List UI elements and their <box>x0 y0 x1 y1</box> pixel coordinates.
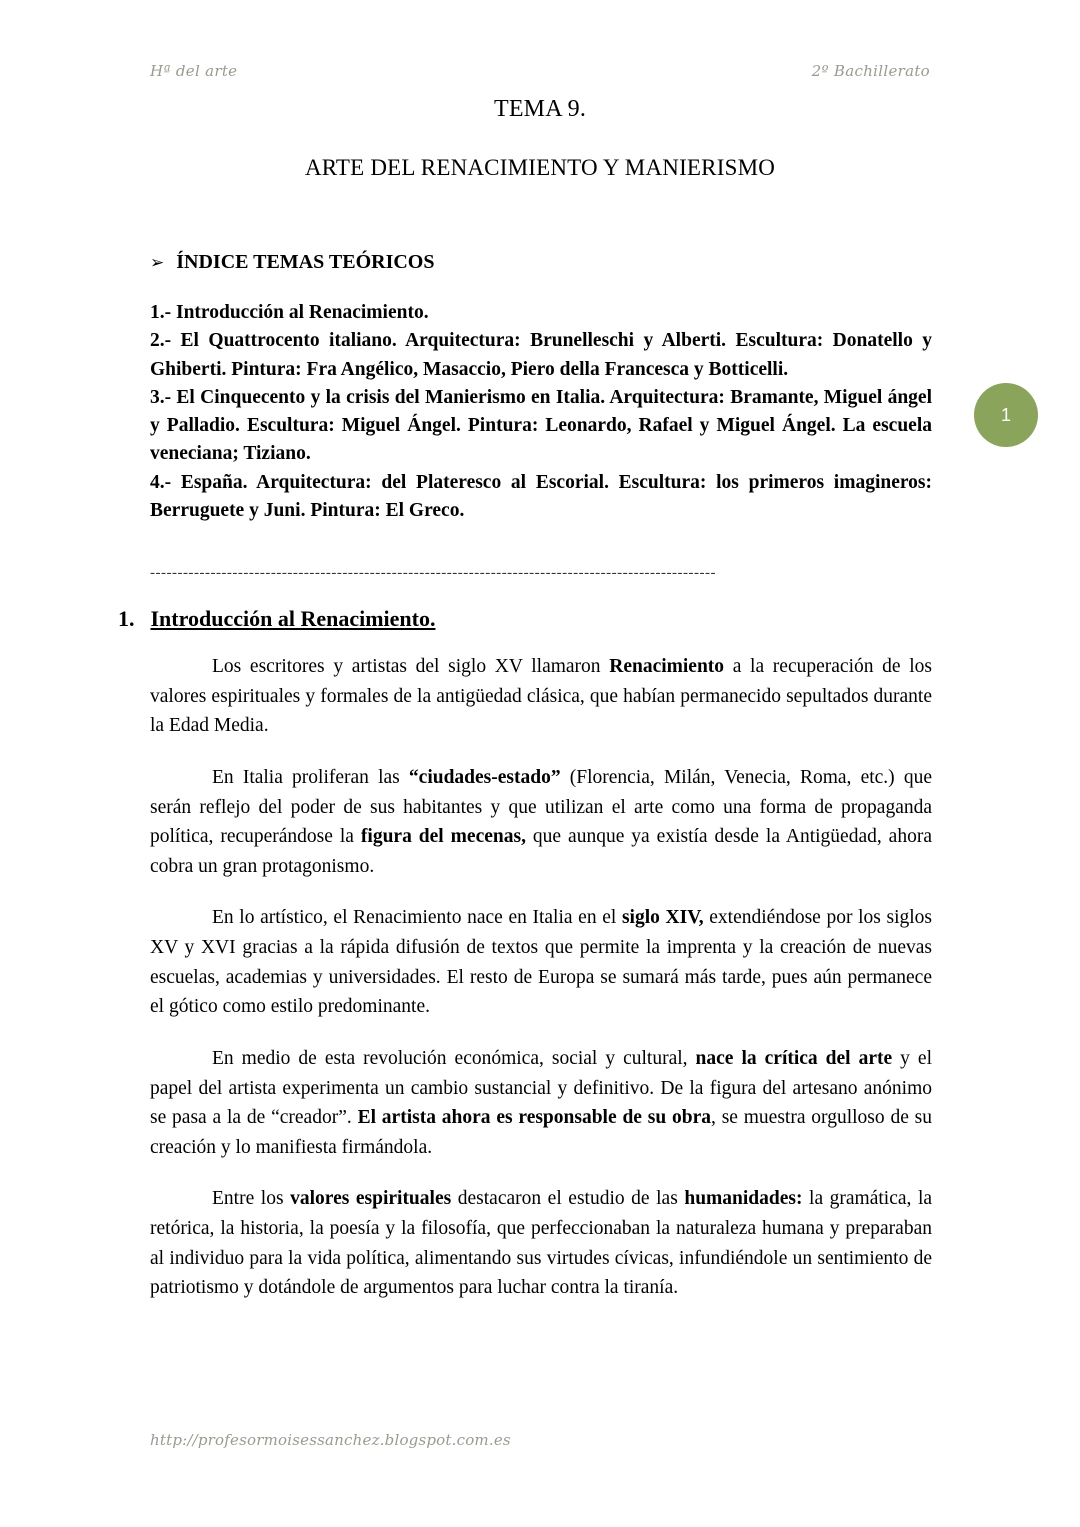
body-paragraph <box>150 903 932 1022</box>
body-paragraph <box>150 763 932 882</box>
index-list <box>150 299 932 525</box>
body-paragraph <box>150 1184 932 1303</box>
index-heading-label: ÍNDICE TEMAS TEÓRICOS <box>176 251 435 273</box>
plain-text: Entre los <box>212 1188 291 1210</box>
plain-text: , se muestra orgulloso de su creación y lo manifiesta firmándola. <box>150 1107 932 1158</box>
body-paragraph <box>150 1044 932 1163</box>
body-paragraph <box>150 652 932 741</box>
emphasis-text: humanidades: <box>684 1188 803 1210</box>
section-number: 1. <box>118 606 135 631</box>
plain-text: a la recuperación de los valores espirituales y formales de la antigüedad clásica, que habían permanecido sepultados durante la Edad Media. <box>150 656 932 737</box>
index-item: 1.- Introducción al Renacimiento. <box>150 302 429 323</box>
page-number-badge: 1 <box>974 383 1038 447</box>
emphasis-text: siglo XIV, <box>621 907 704 929</box>
plain-text: que aunque ya existía desde la Antigüedad, ahora cobra un gran protagonismo. <box>150 826 932 877</box>
section-divider: ------------------------------------------------------------------------------------------------------- <box>150 565 716 581</box>
index-heading <box>150 251 434 274</box>
plain-text: extendiéndose por los siglos XV y XVI gracias a la rápida difusión de textos que permite la imprenta y la creación de nuevas escuelas, academias y universidades. El resto de Europa se sumará más tarde, pues aún permanece el gótico como estilo predominante. <box>150 907 933 1018</box>
emphasis-text: El artista ahora es responsable de su obra <box>357 1107 712 1129</box>
index-item: 4.- España. Arquitectura: del Plateresco al Escorial. Escultura: los primeros imagineros: Berruguete y Juni. Pintura: El Greco. <box>150 471 932 521</box>
section-heading <box>118 606 932 632</box>
emphasis-text: figura del mecenas, <box>360 826 526 848</box>
document-title-line1: TEMA 9. <box>493 96 587 122</box>
plain-text: (Florencia, Milán, Venecia, Roma, etc.) que serán reflejo del poder de sus habitantes y que utilizan el arte como una forma de propaganda política, recuperándose la <box>150 766 932 848</box>
plain-text: En lo artístico, el Renacimiento nace en Italia en el <box>212 907 622 929</box>
emphasis-text: “ciudades-estado” <box>408 766 561 788</box>
plain-text: Los escritores y artistas del siglo XV llamaron <box>212 656 610 677</box>
plain-text: En Italia proliferan las <box>212 766 409 788</box>
header-course: 2º Bachillerato <box>811 62 930 80</box>
footer-url: http://profesormoisessanchez.blogspot.com.es <box>150 1431 511 1449</box>
plain-text: En medio de esta revolución económica, social y cultural, <box>212 1047 696 1069</box>
emphasis-text: Renacimiento <box>609 656 725 677</box>
plain-text: y el papel del artista experimenta un cambio sustancial y definitivo. De la figura del artesano anónimo se pasa a la de “creador”. <box>150 1047 932 1129</box>
title-block <box>150 96 930 181</box>
emphasis-text: valores espirituales <box>290 1188 452 1210</box>
page-header <box>150 62 930 80</box>
plain-text: destacaron el estudio de las <box>451 1188 685 1210</box>
body-text <box>150 652 932 1303</box>
arrow-bullet-icon: ➢ <box>150 253 165 273</box>
plain-text: la gramática, la retórica, la historia, la poesía y la filosofía, que perfeccionaban la naturaleza humana y preparaban al individuo para la vida política, alimentando sus virtudes cívicas, infundiéndole un sentimiento de patriotismo y dotándole de argumentos para luchar contra la tiranía. <box>150 1188 933 1299</box>
index-item: 3.- El Cinquecento y la crisis del Manierismo en Italia. Arquitectura: Bramante, Miguel ángel y Palladio. Escultura: Miguel Ángel. Pintura: Leonardo, Rafael y Miguel Ángel. La escuela veneciana; Tiziano. <box>150 386 932 465</box>
emphasis-text: nace la crítica del arte <box>695 1047 893 1069</box>
document-title-line2: ARTE DEL RENACIMIENTO Y MANIERISMO <box>304 155 776 180</box>
index-item: 2.- El Quattrocento italiano. Arquitectura: Brunelleschi y Alberti. Escultura: Donatello y Ghiberti. Pintura: Fra Angélico, Masaccio, Piero della Francesca y Botticelli. <box>150 330 932 380</box>
header-subject: Hª del arte <box>150 62 238 80</box>
section-title: Introducción al Renacimiento. <box>150 606 436 631</box>
